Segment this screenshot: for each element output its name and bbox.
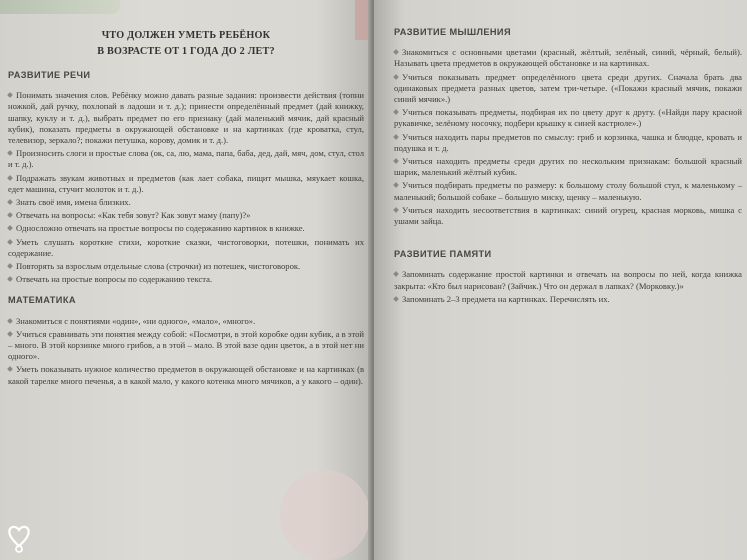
list-item-text: Учиться находить предметы среди других по нескольким признакам: большой красный шарик, маленький жёлтый кубик. [394, 156, 742, 178]
page-title-line-1: ЧТО ДОЛЖЕН УМЕТЬ РЕБЁНОК [101, 30, 271, 41]
list-item [8, 223, 364, 234]
bullet-icon [7, 150, 13, 156]
list-item-text: Уметь слушать короткие стихи, короткие сказки, чистоговорки, потешки, понимать их содержание. [8, 236, 364, 258]
list-item-text: Уметь показывать нужное количество предметов в окружающей обстановке и на картинках (в какой тарелке много печенья, а в какой мало, у какого котенка много мячиков, а у какого – один). [8, 364, 364, 386]
bullet-icon [393, 49, 399, 55]
list-item-text: Запоминать содержание простой картинки и отвечать на вопросы по ней, когда книжка закрыта: «Кто был нарисован? (Зайчик.) Что он держал в лапках? (Морковку.)» [394, 269, 742, 291]
list-item [8, 173, 364, 195]
bullet-icon [7, 263, 13, 269]
list-item [8, 210, 364, 221]
bullet-icon [7, 92, 13, 98]
bullet-icon [7, 175, 13, 181]
section-heading-memory: РАЗВИТИЕ ПАМЯТИ [394, 249, 492, 260]
speech-list [8, 90, 364, 285]
section-heading-thinking: РАЗВИТИЕ МЫШЛЕНИЯ [394, 27, 511, 37]
list-item [8, 90, 364, 146]
bullet-icon [393, 296, 399, 302]
list-item [394, 294, 742, 305]
bullet-icon [7, 331, 13, 337]
list-item [8, 364, 364, 386]
list-item-text: Знать своё имя, имена близких. [16, 197, 131, 208]
bullet-icon [393, 207, 399, 213]
list-item [394, 72, 742, 106]
list-item-text: Учиться находить пары предметов по смыслу: гриб и корзинка, чашка и блюдце, кровать и подушка и т. д. [394, 131, 742, 153]
list-item [8, 316, 364, 327]
bullet-icon [393, 158, 399, 164]
list-item-text: Знакомиться с понятиями «один», «ни одного», «мало», «много». [16, 315, 256, 326]
list-item [394, 132, 742, 154]
list-item [394, 47, 742, 69]
page-title [8, 28, 364, 60]
bullet-icon [7, 239, 13, 245]
list-item [394, 107, 742, 129]
bullet-icon [393, 109, 399, 115]
thinking-list [394, 47, 742, 227]
left-page-content [8, 28, 364, 389]
right-page-content [394, 27, 742, 307]
list-item-text: Подражать звукам животных и предметов (как лает собака, пищит мышка, мяукает кошка, едет машина, стучит молоток и т. д.). [8, 172, 364, 194]
math-list [8, 316, 364, 387]
list-item [8, 261, 364, 272]
list-item-text: Учиться подбирать предметы по размеру: к большому столу большой стул, к маленькому – маленький; большой собаке – большую миску, щенку – маленькую. [394, 180, 742, 202]
list-item [8, 197, 364, 208]
list-item-text: Отвечать на простые вопросы по содержанию текста. [16, 274, 213, 285]
list-item-text: Учиться находить несоответствия в картинках: синий огурец, красная морковь, мишка с ушами зайца. [394, 204, 742, 227]
list-item-text: Знакомиться с основными цветами (красный, жёлтый, зелёный, синий, чёрный, белый). Называть цвета предметов в окружающей обстановке и на картинках. [394, 47, 742, 69]
list-item-text: Односложно отвечать на простые вопросы по содержанию картинок в книжке. [16, 223, 305, 234]
page-title-line-2: В ВОЗРАСТЕ ОТ 1 ГОДА ДО 2 ЛЕТ? [97, 46, 275, 57]
list-item-text: Понимать значения слов. Ребёнку можно давать разные задания: произвести действия (топни ножкой, дай ручку, похлопай в ладоши и т. д.); принести определённый предмет (дай книжку, шапку, куклу и т. д.), выбрать предмет по его признаку (дай маленький мячик, дай красный кубик), показать предметы в окружающей обстановке и на картинках (где кроватка, стул, телевизор, зеркало?; покажи петушка, корову, домик и т. д.). [8, 90, 364, 146]
section-heading-speech: РАЗВИТИЕ РЕЧИ [8, 70, 91, 80]
publisher-logo-icon [6, 524, 32, 554]
list-item [394, 269, 742, 291]
list-item [394, 205, 742, 227]
list-item [8, 274, 364, 285]
right-page [374, 0, 747, 560]
page-tab-decoration [0, 0, 120, 14]
bullet-icon [7, 318, 13, 324]
bullet-icon [393, 183, 399, 189]
section-heading-math: МАТЕМАТИКА [8, 295, 76, 306]
list-item [8, 148, 364, 170]
corner-decoration [280, 470, 370, 560]
list-item [394, 180, 742, 202]
list-item [394, 156, 742, 178]
bullet-icon [7, 212, 13, 218]
list-item-text: Произносить слоги и простые слова (ок, са, лю, мама, папа, баба, дед, дай, мяч, дом, стул, стол и т. д.). [8, 148, 364, 170]
list-item-text: Учиться показывать предметы, подбирая их по цвету друг к другу. («Найди пару красной рукавичке, зелёному носочку, подбери крышку к синей кастрюле».) [394, 107, 742, 129]
list-item-text: Учиться показывать предмет определённого цвета среди других. Сначала брать два одинаковых предмета разных цветов, затем три-четыре. («Покажи красный мячик, покажи синий мячик».) [394, 71, 742, 105]
list-item-text: Учиться сравнивать эти понятия между собой: «Посмотри, в этой коробке один кубик, а в этой – много. В этой корзинке много грибов, а в этой – мало. В этой вазе один цветок, а в этой нет ни одного». [8, 328, 365, 362]
bullet-icon [393, 134, 399, 140]
bullet-icon [7, 276, 13, 282]
list-item-text: Повторять за взрослым отдельные слова (строчки) из потешек, чистоговорок. [16, 261, 301, 272]
list-item-text: Отвечать на вопросы: «Как тебя зовут? Как зовут маму (папу)?» [16, 210, 251, 221]
bullet-icon [7, 367, 13, 373]
bullet-icon [7, 199, 13, 205]
bullet-icon [393, 272, 399, 278]
left-page [0, 0, 372, 560]
memory-list [394, 269, 742, 305]
bullet-icon [393, 74, 399, 80]
bullet-icon [7, 226, 13, 232]
list-item-text: Запоминать 2–3 предмета на картинках. Перечислять их. [402, 293, 610, 304]
list-item [8, 237, 364, 259]
list-item [8, 329, 364, 363]
